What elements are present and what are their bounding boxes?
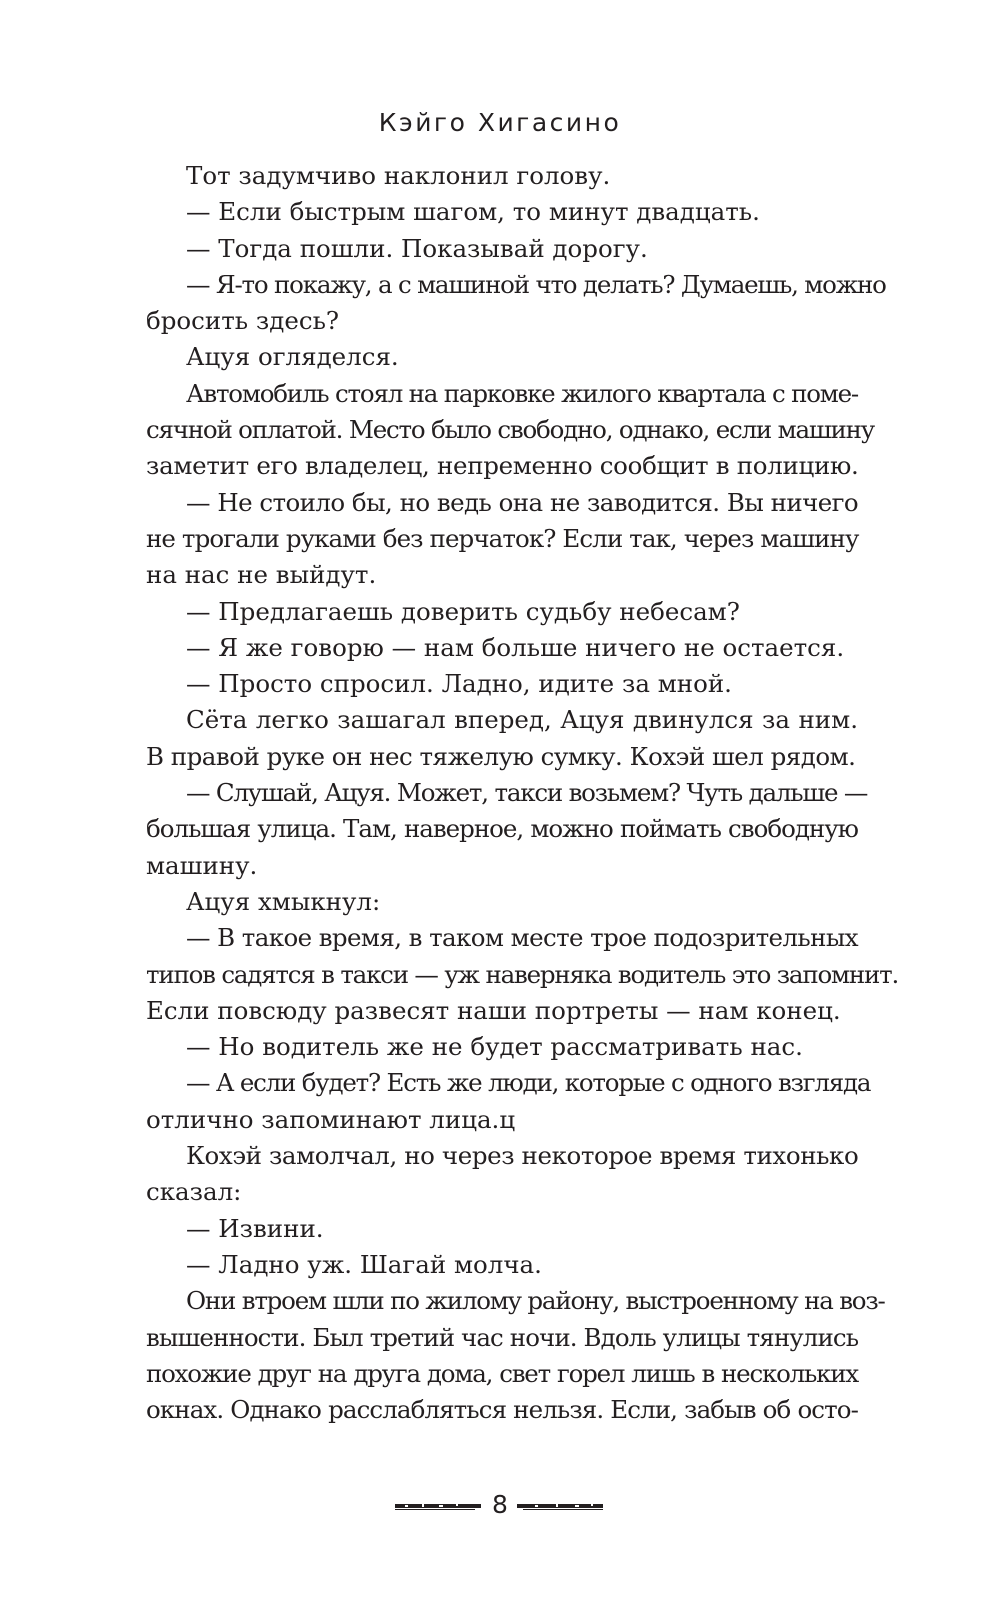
paragraph xyxy=(146,1029,858,1065)
text-line: — Я-то покажу, а с машиной что делать? Думаешь, можно xyxy=(186,269,886,299)
text-line: — Я же говорю — нам больше ничего не остается. xyxy=(186,632,845,662)
text-line: В правой руке он нес тяжелую сумку. Кохэй шел рядом. xyxy=(146,741,856,771)
paragraph xyxy=(146,1247,858,1283)
paragraph xyxy=(146,485,858,594)
text-line: — Извини. xyxy=(186,1213,324,1243)
paragraph xyxy=(146,376,874,485)
text-line: — Слушай, Ацуя. Может, такси возьмем? Чуть дальше — xyxy=(186,778,868,808)
text-line: отлично запоминают лица.ц xyxy=(146,1104,516,1134)
text-line: заметит его владелец, непременно сообщит в полицию. xyxy=(146,451,859,481)
text-line: — Не стоило бы, но ведь она не заводится. Вы ничего xyxy=(186,487,858,517)
running-head: Кэйго Хигасино xyxy=(378,108,622,137)
text-line: не трогали руками без перчаток? Если так, через машину xyxy=(146,523,859,553)
folio-ornament-right xyxy=(517,1501,603,1511)
text-line: типов садятся в такси — уж наверняка водитель это запомнит. xyxy=(146,959,899,989)
paragraph xyxy=(146,775,868,884)
paragraph xyxy=(146,267,886,340)
paragraph xyxy=(146,1211,858,1247)
text-line: Тот задумчиво наклонил голову. xyxy=(186,161,611,190)
page-footer xyxy=(0,1487,1000,1527)
text-line: Ацуя хмыкнул: xyxy=(186,886,381,916)
paragraph xyxy=(146,920,899,1029)
text-line: — Если быстрым шагом, то минут двадцать. xyxy=(186,197,760,227)
paragraph xyxy=(146,630,858,666)
paragraph xyxy=(146,339,858,375)
text-line: похожие друг на друга дома, свет горел лишь в нескольких xyxy=(146,1358,858,1388)
text-line: — Но водитель же не будет рассматривать нас. xyxy=(186,1032,803,1062)
paragraph xyxy=(146,666,858,702)
page-body-text xyxy=(146,158,899,1428)
text-line: на нас не выйдут. xyxy=(146,560,377,590)
text-line: Они втроем шли по жилому району, выстроенному на воз- xyxy=(186,1286,885,1316)
paragraph xyxy=(146,884,858,920)
text-line: Кохэй замолчал, но через некоторое время тихонько xyxy=(186,1141,859,1171)
text-line: машину. xyxy=(146,850,258,880)
text-line: Автомобиль стоял на парковке жилого квартала с поме- xyxy=(186,378,858,408)
paragraph xyxy=(146,1065,871,1138)
paragraph xyxy=(146,702,858,775)
page-number: 8 xyxy=(492,1490,508,1519)
paragraph xyxy=(146,231,858,267)
text-line: — А если будет? Есть же люди, которые с одного взгляда xyxy=(186,1068,871,1098)
text-line: сказал: xyxy=(146,1177,242,1207)
text-line: — Тогда пошли. Показывай дорогу. xyxy=(186,233,648,263)
text-line: — В такое время, в таком месте трое подозрительных xyxy=(186,923,858,953)
folio-ornament-left xyxy=(395,1501,481,1511)
text-line: — Предлагаешь доверить судьбу небесам? xyxy=(186,596,740,626)
text-line: сячной оплатой. Место было свободно, однако, если машину xyxy=(146,415,874,445)
paragraph xyxy=(146,1138,858,1211)
paragraph xyxy=(146,594,858,630)
text-line: — Просто спросил. Ладно, идите за мной. xyxy=(186,669,732,699)
text-line: бросить здесь? xyxy=(146,306,340,336)
text-line: Если повсюду развесят наши портреты — нам конец. xyxy=(146,995,841,1025)
text-line: большая улица. Там, наверное, можно поймать свободную xyxy=(146,814,858,844)
text-line: — Ладно уж. Шагай молча. xyxy=(186,1249,542,1279)
text-line: окнах. Однако расслабляться нельзя. Если, забыв об осто- xyxy=(146,1395,858,1425)
text-line: Ацуя огляделся. xyxy=(186,342,399,372)
paragraph xyxy=(146,1283,885,1428)
text-line: Сёта легко зашагал вперед, Ацуя двинулся за ним. xyxy=(186,705,858,735)
paragraph xyxy=(146,158,858,194)
text-line: вышенности. Был третий час ночи. Вдоль улицы тянулись xyxy=(146,1322,859,1352)
paragraph xyxy=(146,194,858,230)
